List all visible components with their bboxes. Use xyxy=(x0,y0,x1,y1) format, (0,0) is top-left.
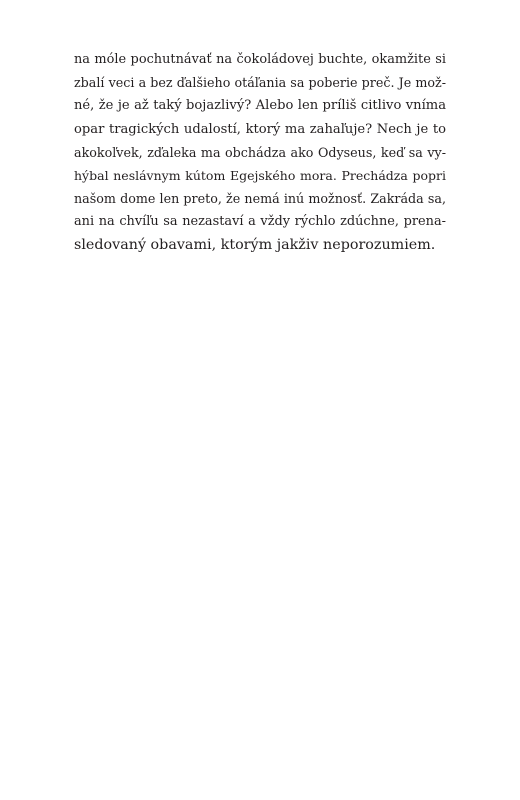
body-paragraph xyxy=(74,48,446,257)
text-line: opar tragických udalostí, ktorý ma zahaľuje? Nech je to xyxy=(74,121,446,137)
text-line: ani na chvíľu sa nezastaví a vždy rýchlo zdúchne, prena- xyxy=(74,214,446,230)
text-line: hýbal neslávnym kútom Egejského mora. Prechádza popri xyxy=(74,167,446,183)
text-line: našom dome len preto, že nemá inú možnosť. Zakráda sa, xyxy=(74,191,446,207)
text-line: né, že je až taký bojazlivý? Alebo len príliš citlivo vníma xyxy=(74,98,446,114)
text-line: sledovaný obavami, ktorým jakživ neporozumiem. xyxy=(74,236,436,253)
text-line: na móle pochutnávať na čokoládovej buchte, okamžite si xyxy=(74,52,446,67)
text-line: akokoľvek, zďaleka ma obchádza ako Odyseus, keď sa vy- xyxy=(74,144,446,160)
text-line: zbalí veci a bez ďalšieho otáľania sa poberie preč. Je mož- xyxy=(74,75,446,91)
